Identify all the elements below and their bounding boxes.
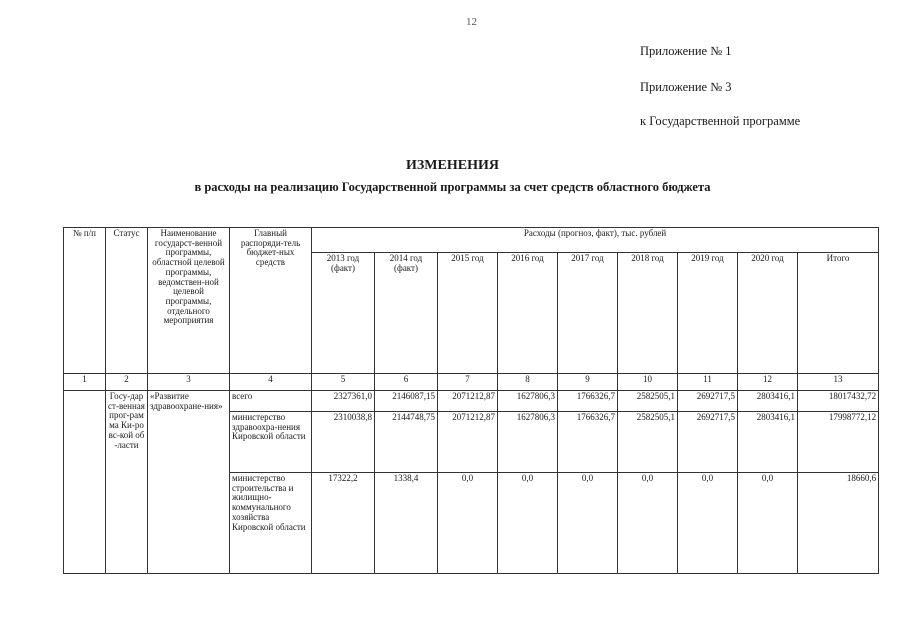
total-cell: 18660,6	[798, 473, 879, 574]
table-row	[64, 391, 879, 412]
value-cell: 1766326,7	[558, 412, 618, 473]
appendix-line-2: Приложение № 3	[640, 80, 732, 94]
column-number: 9	[558, 374, 618, 391]
header-year: 2016 год	[498, 253, 558, 374]
value-cell: 0,0	[678, 473, 738, 574]
value-cell: 2582505,1	[618, 412, 678, 473]
value-cell: 2582505,1	[618, 391, 678, 412]
column-number: 2	[106, 374, 148, 391]
header-budget-admin: Главный распоряди-тель бюджет-ных средств	[230, 228, 312, 374]
budget-admin-cell: министерство строительства и жилищно-коммунального хозяйства Кировской области	[230, 473, 312, 574]
header-year: 2019 год	[678, 253, 738, 374]
header-program-name: Наименование государст-венной программы, областной целевой программы, ведомствен-ной целевой программы, отдельного мероприятия	[148, 228, 230, 374]
value-cell: 2692717,5	[678, 412, 738, 473]
value-cell: 2146087,15	[375, 391, 438, 412]
column-number: 13	[798, 374, 879, 391]
value-cell: 0,0	[738, 473, 798, 574]
column-number: 1	[64, 374, 106, 391]
header-year: 2017 год	[558, 253, 618, 374]
column-number: 5	[312, 374, 375, 391]
column-number: 6	[375, 374, 438, 391]
total-cell: 17998772,12	[798, 412, 879, 473]
row-number-cell	[64, 391, 106, 574]
total-cell: 18017432,72	[798, 391, 879, 412]
header-year: 2015 год	[438, 253, 498, 374]
column-number: 12	[738, 374, 798, 391]
value-cell: 2310038,8	[312, 412, 375, 473]
budget-admin-cell: министерство здравоохра-нения Кировской области	[230, 412, 312, 473]
value-cell: 1627806,3	[498, 412, 558, 473]
column-number: 4	[230, 374, 312, 391]
header-total: Итого	[798, 253, 879, 374]
value-cell: 1766326,7	[558, 391, 618, 412]
value-cell: 0,0	[558, 473, 618, 574]
column-number: 7	[438, 374, 498, 391]
header-year: 2014 год (факт)	[375, 253, 438, 374]
header-year: 2013 год (факт)	[312, 253, 375, 374]
column-number-row	[64, 374, 879, 391]
header-status: Статус	[106, 228, 148, 374]
column-number: 8	[498, 374, 558, 391]
document-subtitle: в расходы на реализацию Государственной программы за счет средств областного бюджета	[194, 180, 711, 194]
value-cell: 2071212,87	[438, 412, 498, 473]
value-cell: 2803416,1	[738, 391, 798, 412]
header-expenses: Расходы (прогноз, факт), тыс. рублей	[312, 228, 879, 253]
status-cell: Госу-дарст-венная прог-рамма Ки-ровс-кой об-ласти	[106, 391, 148, 574]
column-number: 3	[148, 374, 230, 391]
appendix-line-3: к Государственной программе	[640, 114, 801, 128]
value-cell: 0,0	[618, 473, 678, 574]
value-cell: 2327361,0	[312, 391, 375, 412]
value-cell: 1338,4	[375, 473, 438, 574]
value-cell: 0,0	[498, 473, 558, 574]
header-year: 2020 год	[738, 253, 798, 374]
column-number: 10	[618, 374, 678, 391]
program-name-cell: «Развитие здравоохране-ния»	[148, 391, 230, 574]
budget-admin-cell: всего	[230, 391, 312, 412]
value-cell: 2144748,75	[375, 412, 438, 473]
value-cell: 2071212,87	[438, 391, 498, 412]
value-cell: 2803416,1	[738, 412, 798, 473]
appendix-line-1: Приложение № 1	[640, 44, 732, 58]
document-title: ИЗМЕНЕНИЯ	[406, 158, 499, 173]
column-number: 11	[678, 374, 738, 391]
value-cell: 1627806,3	[498, 391, 558, 412]
header-year: 2018 год	[618, 253, 678, 374]
value-cell: 2692717,5	[678, 391, 738, 412]
value-cell: 17322,2	[312, 473, 375, 574]
header-num: № п/п	[64, 228, 106, 374]
value-cell: 0,0	[438, 473, 498, 574]
expenses-table	[63, 227, 879, 574]
page-number: 12	[466, 16, 477, 28]
